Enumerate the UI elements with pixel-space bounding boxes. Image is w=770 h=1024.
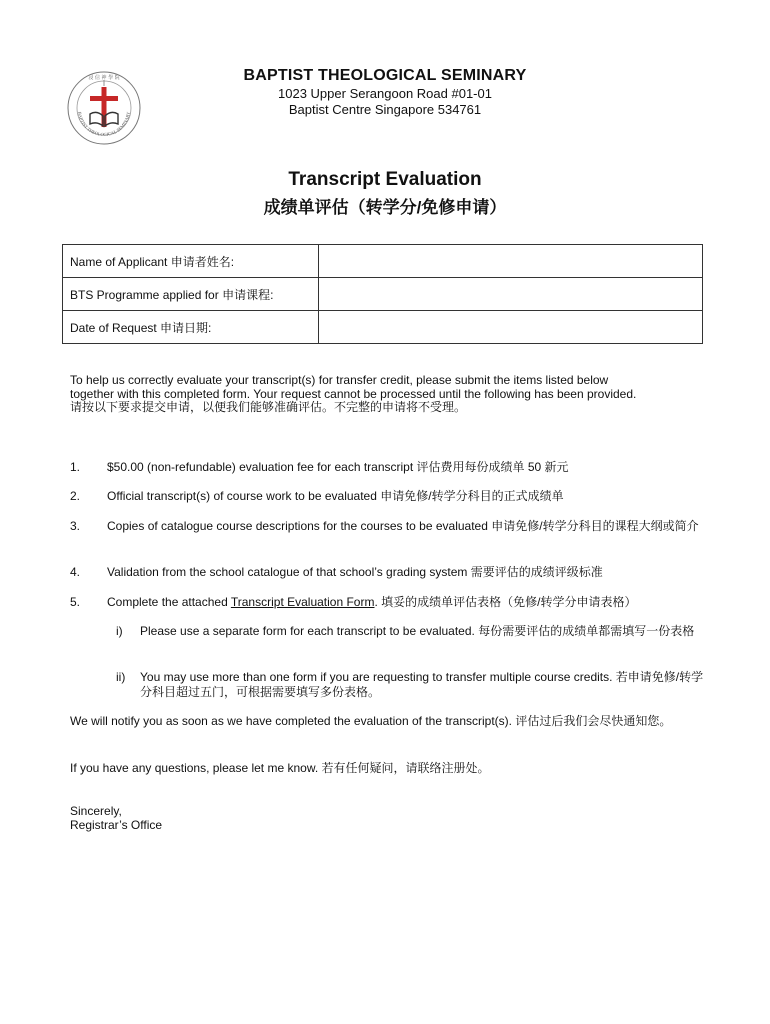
transcript-evaluation-form-link[interactable]: Transcript Evaluation Form <box>230 595 375 609</box>
applicant-name-label: Name of Applicant 申请者姓名: <box>63 245 319 278</box>
intro-paragraph <box>70 374 700 415</box>
programme-label: BTS Programme applied for 申请课程: <box>63 278 319 311</box>
request-date-label: Date of Request 申请日期: <box>63 311 319 344</box>
signatory: Registrar’s Office <box>70 818 163 832</box>
table-row <box>63 311 703 344</box>
svg-text:BAPTIST THEOLOGICAL SEMINARY: BAPTIST THEOLOGICAL SEMINARY <box>77 111 131 138</box>
address-line-1: 1023 Upper Serangoon Road #01-01 <box>278 86 492 101</box>
org-name: BAPTIST THEOLOGICAL SEMINARY <box>243 67 527 84</box>
list-item-text: $50.00 (non-refundable) evaluation fee for each transcript 评估费用每份成绩单 50 新元 <box>107 460 569 474</box>
request-date-field[interactable] <box>319 311 703 344</box>
salutation: Sincerely, <box>70 804 122 818</box>
list-item-number: 3. <box>70 519 81 533</box>
questions-paragraph: If you have any questions, please let me know. 若有任何疑问，请联络注册处。 <box>70 761 490 775</box>
notify-paragraph: We will notify you as soon as we have completed the evaluation of the transcript(s). 评估过后我们会尽快通知您。 <box>70 714 672 728</box>
item-text-before: Complete the attached <box>107 595 231 609</box>
table-row <box>63 278 703 311</box>
document-title: Transcript Evaluation <box>288 169 482 190</box>
svg-text:浸 信 神 學 院: 浸 信 神 學 院 <box>88 75 120 81</box>
item-text-after: . 填妥的成绩单评估表格（免修/转学分申请表格） <box>374 595 637 609</box>
sub-item-text: You may use more than one form if you are requesting to transfer multiple course credits. 若申请免修/转学分科目超过五门，可根据需要填写多份表格。 <box>140 670 704 699</box>
table-row <box>63 245 703 278</box>
programme-field[interactable] <box>319 278 703 311</box>
list-item-number: 1. <box>70 460 81 474</box>
intro-line-3: 请按以下要求提交申请，以便我们能够准确评估。不完整的申请将不受理。 <box>70 400 467 414</box>
sub-item-number: i) <box>116 624 123 638</box>
intro-line-2: together with this completed form. Your request cannot be processed until the following has been provided. <box>70 386 637 401</box>
document-subtitle: 成绩单评估（转学分/免修申请） <box>263 198 507 217</box>
list-item-number: 2. <box>70 489 81 503</box>
list-item-number: 4. <box>70 565 81 579</box>
address-line-2: Baptist Centre Singapore 534761 <box>288 102 482 117</box>
list-item-text: Copies of catalogue course descriptions for the courses to be evaluated 申请免修/转学分科目的课程大纲或简介 <box>107 519 699 533</box>
sub-item-number: ii) <box>116 670 126 684</box>
list-item-text: Official transcript(s) of course work to be evaluated 申请免修/转学分科目的正式成绩单 <box>107 489 564 503</box>
sub-item-text: Please use a separate form for each transcript to be evaluated. 每份需要评估的成绩单都需填写一份表格 <box>140 624 695 638</box>
applicant-info-table <box>62 244 703 344</box>
applicant-name-field[interactable] <box>319 245 703 278</box>
intro-line-1: To help us correctly evaluate your transcript(s) for transfer credit, please submit the items listed below <box>70 373 609 387</box>
list-item-text <box>107 595 700 610</box>
list-item-text: Validation from the school catalogue of that school’s grading system 需要评估的成绩评级标准 <box>107 565 603 579</box>
list-item-number: 5. <box>70 595 81 609</box>
